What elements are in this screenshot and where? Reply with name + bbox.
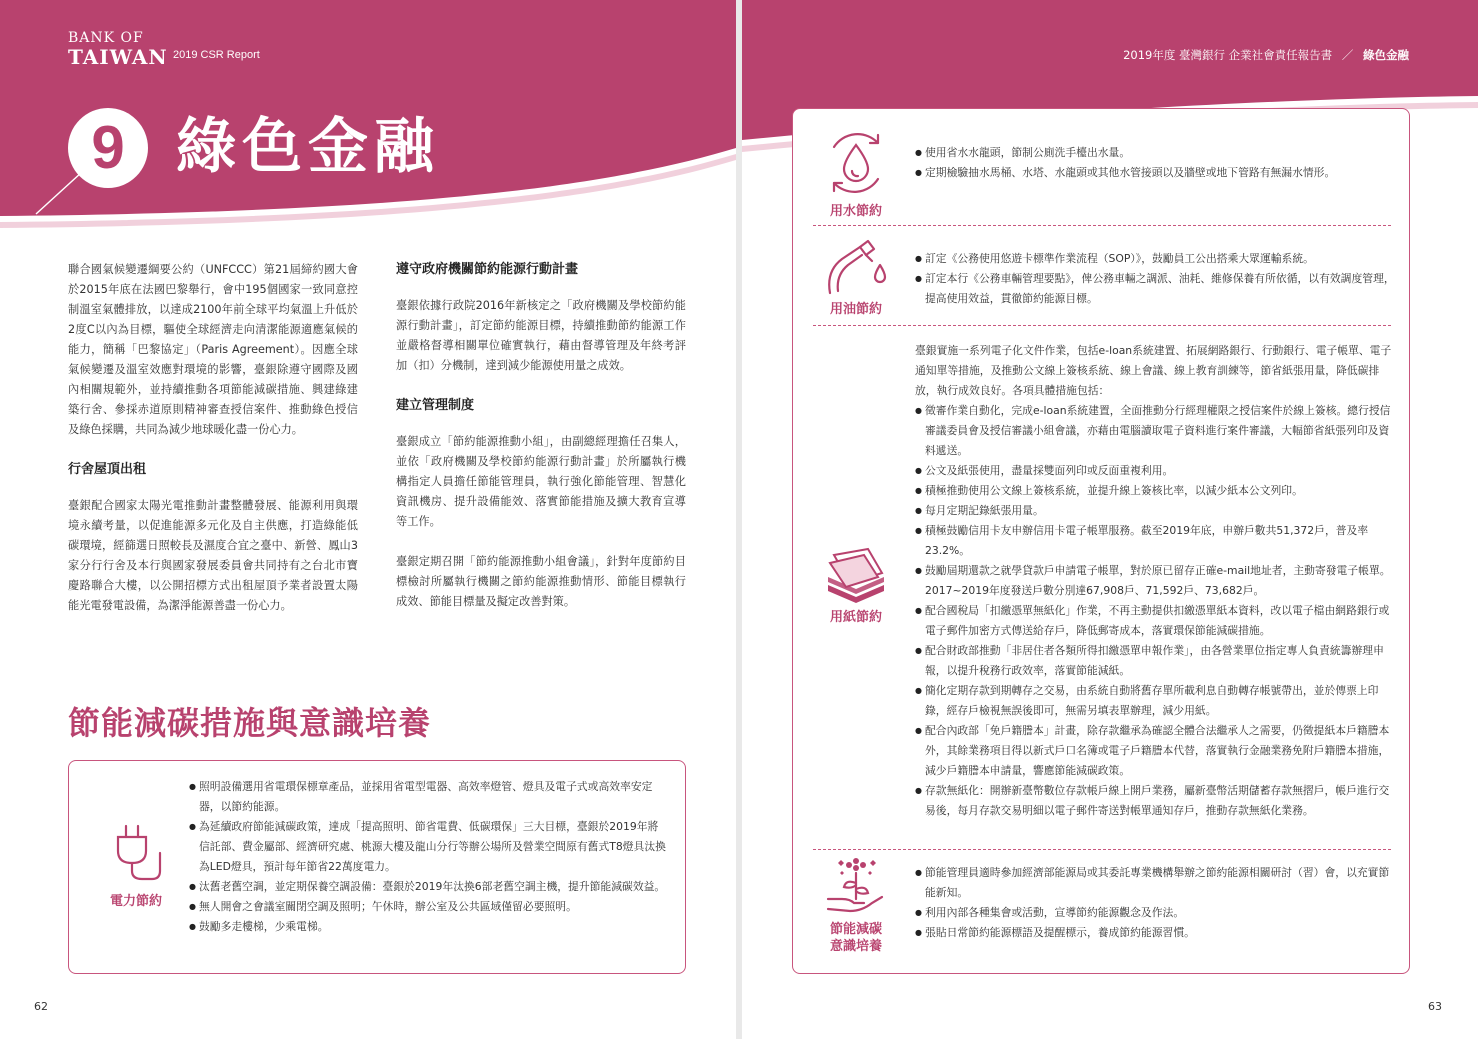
list-item: ● 使用省水水龍頭，節制公廁洗手檯出水量。: [915, 143, 1395, 163]
power-list: [189, 777, 669, 937]
divider: [813, 849, 1391, 850]
plant-hand-icon: [820, 853, 892, 917]
right-page: [742, 0, 1478, 1039]
list-item: ● 為延續政府節能減碳政策，達成「提高照明、節省電費、低碳環保」三大目標，臺銀於2019年將信託部、費金屬部、經濟研究處、桃源大樓及龍山分行等辦公場所及營業空間原有舊式T8燈具汰換為LED燈具，預計每年節省22萬度電力。: [189, 817, 669, 877]
header-section: 綠色金融: [1363, 48, 1409, 62]
intro-paragraph: 聯合國氣候變遷綱要公約（UNFCCC）第21屆締約國大會於2015年底在法國巴黎舉行，會中195個國家一致同意控制溫室氣體排放，以達成2100年前全球平均氣溫上升低於2度C以內為目標，驅使全球經濟走向清潔能源適應氣候的能力，簡稱「巴黎協定」（Paris Agreement）。因應全球氣候變遷及溫室效應對環境的影響，臺銀除遵守國際及國內相關規範外，並持續推動各項節能減碳措施、興建綠建築行舍、參採赤道原則精神審查授信案件、推動綠色授信及綠色採購，共同為減少地球暖化盡一份心力。: [68, 263, 358, 436]
govt-plan-heading: 遵守政府機關節約能源行動計畫: [396, 262, 579, 277]
plug-icon: [106, 823, 166, 889]
mgmt-heading: 建立管理制度: [396, 398, 475, 413]
list-item: ● 定期檢驗抽水馬桶、水塔、水龍頭或其他水管接頭以及牆壁或地下管路有無漏水情形。: [915, 163, 1395, 183]
bank-logo: [68, 30, 168, 68]
section-heading: 節能減碳措施與意識培養: [68, 704, 432, 742]
logo-line1: BANK OF: [68, 30, 144, 46]
paper-list: [915, 401, 1395, 821]
divider: [813, 325, 1391, 326]
power-label: 電力節約: [109, 894, 162, 909]
list-item: ● 節能管理員適時參加經濟部能源局或其委託專業機構舉辦之節約能源相關研討（習）會，以充實節能新知。: [915, 863, 1395, 903]
water-list: [915, 143, 1395, 183]
page-number-left: 62: [34, 1000, 48, 1013]
list-item: ● 鼓勵屆期還款之就學貸款戶申請電子帳單，對於原已留存正確e-mail地址者，主動寄發電子帳單。2017~2019年度發送戶數分別達67,908戶、71,592戶、73,682戶。: [915, 561, 1395, 601]
page-number-right: 63: [1428, 1000, 1442, 1013]
fuel-list: [915, 249, 1395, 309]
list-item: ● 訂定《公務使用悠遊卡標準作業流程（SOP）》，鼓勵員工公出搭乘大眾運輸系統。: [915, 249, 1395, 269]
chapter-number: 9: [68, 108, 148, 188]
paper-label: 用紙節約: [829, 610, 882, 625]
list-item: ● 存款無紙化：開辦新臺幣數位存款帳戶線上開戶業務，屬新臺幣活期儲蓄存款無摺戶，帳戶進行交易後，每月存款交易明細以電子郵件寄送對帳單通知存戶，推動存款無紙化業務。: [915, 781, 1395, 821]
list-item: ● 利用內部各種集會或活動，宣導節約能源觀念及作法。: [915, 903, 1395, 923]
fuel-nozzle-icon: [820, 237, 892, 297]
awareness-label-line2: 意識培養: [829, 939, 882, 954]
saving-measures-box: [792, 108, 1410, 974]
chapter-title: 綠色金融: [176, 112, 440, 182]
divider: [813, 225, 1391, 226]
list-item: ● 汰舊老舊空調，並定期保養空調設備：臺銀於2019年汰換6部老舊空調主機，提升節能減碳效益。: [189, 877, 669, 897]
water-label: 用水節約: [829, 204, 882, 219]
list-item: ● 鼓勵多走樓梯，少乘電梯。: [189, 917, 669, 937]
header-slash: ／: [1341, 48, 1354, 62]
right-column: [396, 260, 686, 612]
left-column: [68, 260, 358, 616]
mgmt-paragraph-2: 臺銀定期召開「節約能源推動小組會議」，針對年度節約目標檢討所屬執行機關之節約能源推動情形、節能目標執行成效、節能目標量及擬定改善對策。: [396, 555, 686, 608]
fuel-label: 用油節約: [829, 302, 882, 317]
paper-intro: 臺銀實施一系列電子化文件作業，包括e-loan系統建置、拓展網路銀行、行動銀行、電子帳單、電子通知單等措施，及推動公文線上簽核系統、線上會議、線上教育訓練等，節省紙張用量，降低碳排放，執行成效良好。各項具體措施包括：: [915, 344, 1392, 397]
power-saving-box: [68, 760, 686, 974]
list-item: ● 配合國稅局「扣繳憑單無紙化」作業，不再主動提供扣繳憑單紙本資料，改以電子檔由網路銀行或電子郵件加密方式傳送給存戶，降低郵寄成本，落實環保節能減碳措施。: [915, 601, 1395, 641]
list-item: ● 公文及紙張使用，盡量採雙面列印或反面重複利用。: [915, 461, 1395, 481]
awareness-label-line1: 節能減碳: [829, 922, 882, 937]
running-header: [1123, 47, 1409, 63]
list-item: ● 無人開會之會議室關閉空調及照明；午休時，辦公室及公共區域僅留必要照明。: [189, 897, 669, 917]
fuel-icon-block: [811, 237, 901, 318]
list-item: ● 徵審作業自動化，完成e-loan系統建置，全面推動分行經理權限之授信案件於線上簽核。總行授信審議委員會及授信審議小組會議，亦藉由電腦讀取電子資料進行案件審議，大幅節省紙張列印及資料遞送。: [915, 401, 1395, 461]
list-item: ● 訂定本行《公務車輛管理要點》，俾公務車輛之調派、油耗、維修保養有所依循，以有效調度管理，提高使用效益，貫徹節約能源目標。: [915, 269, 1395, 309]
power-icon-block: [91, 823, 181, 910]
awareness-icon-block: [811, 853, 901, 955]
mgmt-paragraph-1: 臺銀成立「節約能源推動小組」，由副總經理擔任召集人，並依「政府機關及學校節約能源行動計畫」於所屬執行機構指定人員擔任節能管理員，執行強化節能管理、智慧化資訊機房、提升設備能效、落實節能措施及擴大教育宣導等工作。: [396, 435, 686, 528]
list-item: ● 簡化定期存款到期轉存之交易，由系統自動將舊存單所載利息自動轉存帳號帶出，並於傳票上印錄，經存戶檢視無誤後即可，無需另填表單辦理，減少用紙。: [915, 681, 1395, 721]
rooftop-paragraph: 臺銀配合國家太陽光電推動計畫整體發展、能源利用與環境永續考量，以促進能源多元化及自主供應，打造綠能低碳環境，經篩選日照較長及濕度合宜之臺中、新營、鳳山3家分行行舍及本行與國家發展委員會共同持有之台北市寶慶路聯合大樓，以公開招標方式出租屋頂予業者設置太陽能光電發電設備，為潔淨能源善盡一份心力。: [68, 499, 358, 612]
list-item: ● 照明設備選用省電環保標章產品，並採用省電型電器、高效率燈管、燈具及電子式或高效率安定器，以節約能源。: [189, 777, 669, 817]
logo-line2: TAIWAN: [68, 45, 168, 69]
paper-icon-block: [811, 545, 901, 626]
rooftop-heading: 行舍屋頂出租: [68, 462, 147, 477]
report-label: 2019 CSR Report: [173, 49, 260, 61]
list-item: ● 積極鼓勵信用卡友申辦信用卡電子帳單服務。截至2019年底，申辦戶數共51,372戶，普及率23.2%。: [915, 521, 1395, 561]
water-drop-icon: [820, 127, 892, 199]
govt-plan-paragraph: 臺銀依據行政院2016年新核定之「政府機關及學校節約能源行動計畫」，訂定節約能源目標，持續推動節約能源工作並嚴格督導相關單位確實執行，藉由督導管理及年終考評加（扣）分機制，達到減少能源使用量之成效。: [396, 299, 686, 372]
list-item: ● 張貼日常節約能源標語及提醒標示，養成節約能源習慣。: [915, 923, 1395, 943]
header-report-title: 2019年度 臺灣銀行 企業社會責任報告書: [1123, 48, 1333, 62]
awareness-list: [915, 863, 1395, 943]
list-item: ● 配合財政部推動「非居住者各類所得扣繳憑單申報作業」，由各營業單位指定專人負責統籌辦理申報，以提升稅務行政效率，落實節能減紙。: [915, 641, 1395, 681]
left-page: [0, 0, 736, 1039]
list-item: ● 積極推動使用公文線上簽核系統，並提升線上簽核比率，以減少紙本公文列印。: [915, 481, 1395, 501]
list-item: ● 配合內政部「免戶籍謄本」計畫，除存款繼承為確認全體合法繼承人之需要，仍徵提紙本戶籍謄本外，其餘業務項目得以新式戶口名簿或電子戶籍謄本代替，落實執行金融業務免附戶籍謄本措施，減少戶籍謄本申請量，響應節能減碳政策。: [915, 721, 1395, 781]
list-item: ● 每月定期記錄紙張用量。: [915, 501, 1395, 521]
paper-stack-icon: [820, 545, 892, 605]
water-icon-block: [811, 127, 901, 220]
